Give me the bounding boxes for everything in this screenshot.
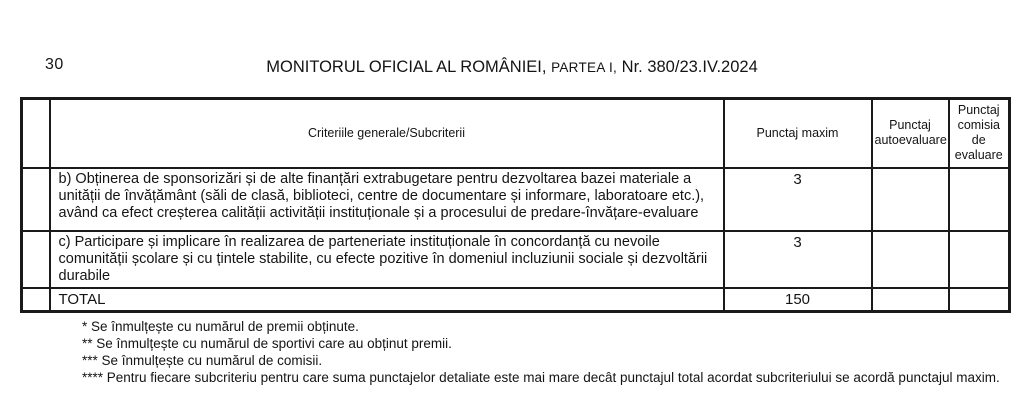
header-row-index: [22, 99, 50, 168]
criteria-cell: c) Participare și implicare în realizarea de parteneriate instituționale în concordanță cu nevoile comunității școlare și cu țintele stabilite, cu efecte pozitive în domeniul incluziunii sociale și dezvoltării durabile: [50, 231, 724, 288]
total-punctaj-autoevaluare-cell: [872, 288, 949, 312]
table-row: [22, 168, 1010, 231]
header-punctaj-autoevaluare: Punctaj autoevaluare: [872, 99, 949, 168]
header-punctaj-maxim: Punctaj maxim: [724, 99, 872, 168]
table-header-row: [22, 99, 1010, 168]
punctaj-autoevaluare-cell: [872, 168, 949, 231]
punctaj-autoevaluare-cell: [872, 231, 949, 288]
header-punctaj-comisia: Punctaj comisia de evaluare: [949, 99, 1010, 168]
title-part: PARTEA I,: [551, 60, 618, 75]
title-issue: Nr. 380/23.IV.2024: [621, 58, 758, 76]
footnote-2: ** Se înmulțește cu numărul de sportivi care au obținut premii.: [82, 336, 452, 351]
title-main: MONITORUL OFICIAL AL ROMÂNIEI,: [266, 58, 547, 76]
punctaj-comisia-cell: [949, 168, 1010, 231]
total-punctaj-maxim-cell: 150: [724, 288, 872, 312]
page-header-title: [0, 58, 1024, 77]
scoring-table: [20, 97, 1011, 313]
footnote-4: **** Pentru fiecare subcriteriu pentru care suma punctajelor detaliate este mai mare decât punctajul total acordat subcriteriului se acordă punctajul maxim.: [82, 370, 1000, 385]
footnote-3: *** Se înmulțește cu numărul de comisii.: [82, 353, 323, 368]
total-label-cell: TOTAL: [50, 288, 724, 312]
page-number: 30: [45, 56, 64, 73]
row-index-cell: [22, 231, 50, 288]
footnote-1: * Se înmulțește cu numărul de premii obținute.: [82, 319, 359, 334]
table-total-row: [22, 288, 1010, 312]
header-criteria: Criteriile generale/Subcriterii: [50, 99, 724, 168]
row-index-cell: [22, 168, 50, 231]
punctaj-comisia-cell: [949, 231, 1010, 288]
table-row: [22, 231, 1010, 288]
punctaj-maxim-cell: 3: [724, 168, 872, 231]
footnotes: [82, 318, 1024, 386]
row-index-cell: [22, 288, 50, 312]
punctaj-maxim-cell: 3: [724, 231, 872, 288]
total-punctaj-comisia-cell: [949, 288, 1010, 312]
criteria-cell: b) Obținerea de sponsorizări și de alte finanțări extrabugetare pentru dezvoltarea bazei materiale a unității de învățământ (săli de clasă, biblioteci, centre de documentare și informare, laboratoare etc.), având ca efect creșterea calității activității instituționale și a procesului de predare-învățare-evaluare: [50, 168, 724, 231]
